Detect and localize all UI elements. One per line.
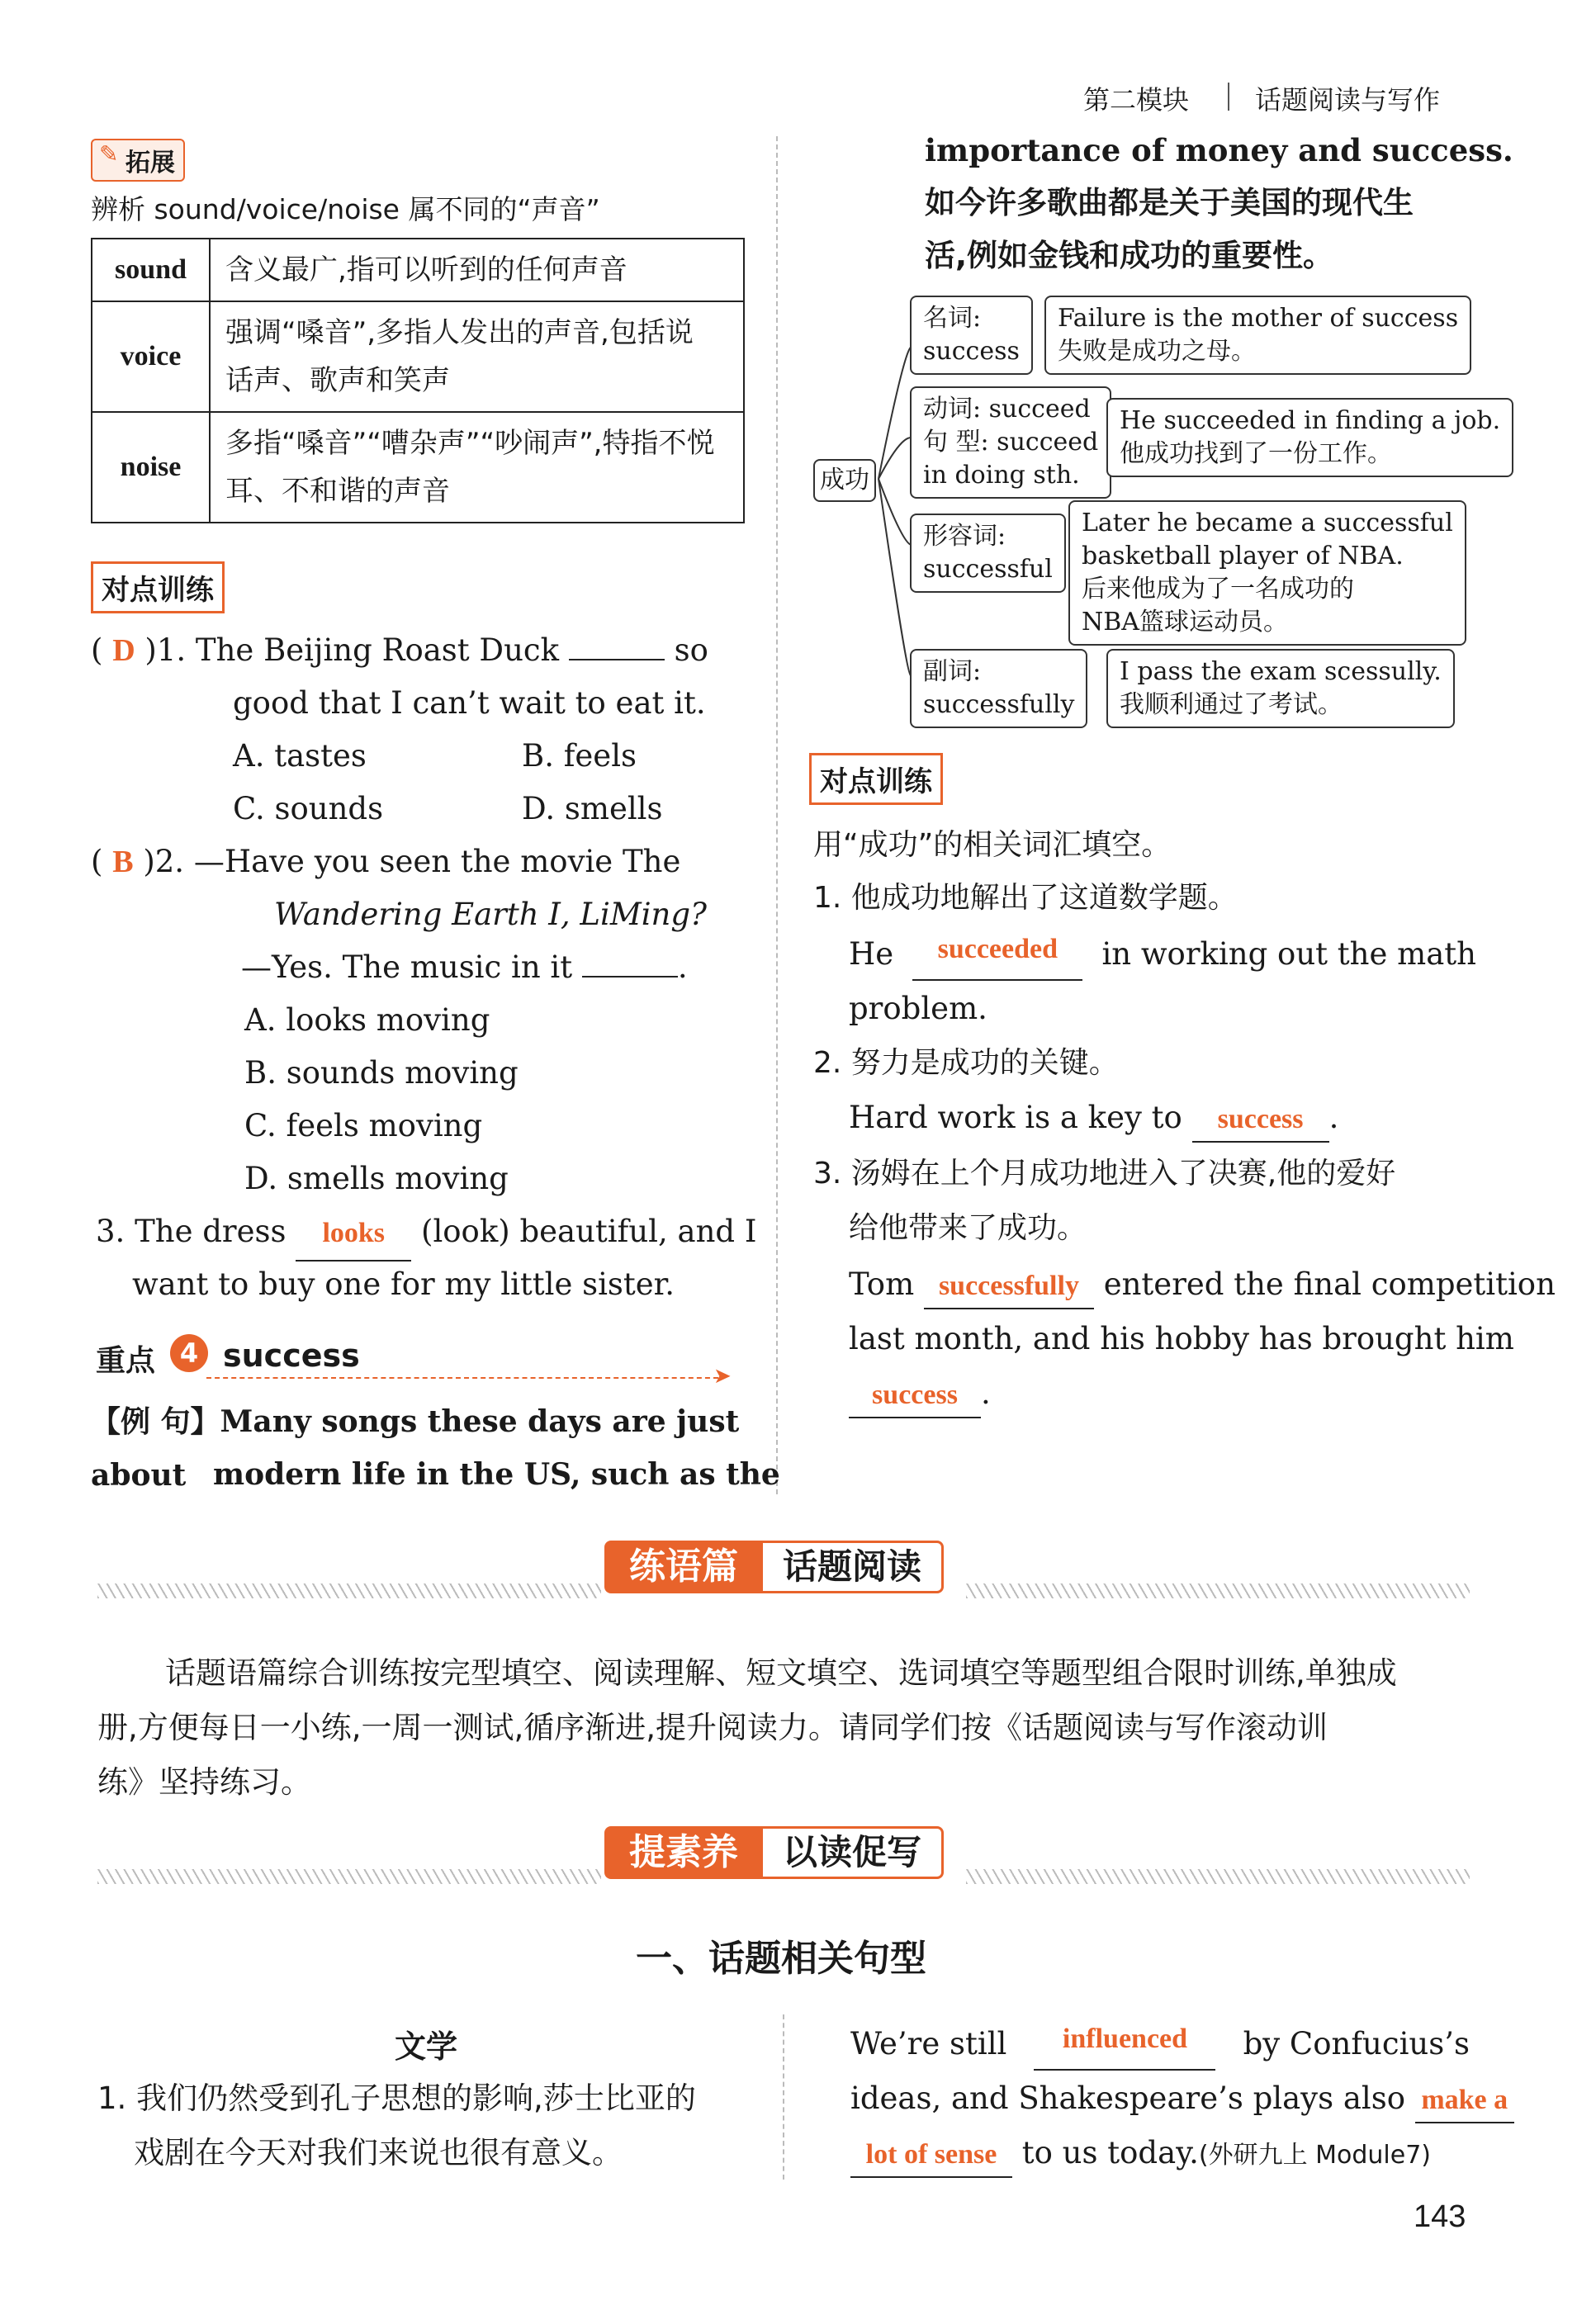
item1-answer[interactable]: succeeded — [912, 928, 1082, 981]
q1-option-b[interactable]: B. feels — [522, 738, 637, 774]
table-word: voice — [92, 301, 210, 412]
question-3: 3. The dress looks (look) beautiful, and I — [96, 1205, 756, 1262]
q3-answer[interactable]: looks — [296, 1207, 411, 1262]
hatch-right-1 — [966, 1583, 1470, 1598]
item3-answer2[interactable]: success — [849, 1374, 981, 1418]
q2-option-b[interactable]: B. sounds moving — [244, 1055, 519, 1091]
q1-answer: D — [112, 633, 135, 668]
q2-option-c[interactable]: C. feels moving — [244, 1108, 483, 1143]
q2-option-d[interactable]: D. smells moving — [244, 1161, 509, 1196]
q1-option-d[interactable]: D. smells — [522, 791, 663, 826]
right-instruction: 用“成功”的相关词汇填空。 — [813, 828, 1172, 862]
table-row — [92, 412, 744, 523]
banner-reading-left: 练语篇 — [604, 1541, 763, 1593]
mindmap-pos-adv: 副词: successfully — [910, 649, 1087, 728]
mindmap-ex-verb: He succeeded in finding a job. 他成功找到了一份工作。 — [1106, 398, 1513, 477]
table-row — [92, 239, 744, 301]
q1-option-c[interactable]: C. sounds — [233, 791, 384, 826]
banner-writing-left: 提素养 — [604, 1826, 763, 1879]
item3-en: Tom successfully entered the final competition — [849, 1258, 1556, 1311]
training-label-left: 对点训练 — [91, 561, 225, 613]
hatch-left-2 — [97, 1869, 601, 1884]
item3-line2: last month, and his hobby has brought him — [849, 1321, 1514, 1356]
pen-icon: ✎ — [99, 140, 119, 168]
q2-blank[interactable] — [582, 976, 678, 977]
question-1: ( D )1. The Beijing Roast Duck so — [91, 632, 708, 668]
example-cn1: 如今许多歌曲都是关于美国的现代生 — [925, 185, 1414, 220]
expand-tag — [91, 139, 185, 182]
q1-option-a[interactable]: A. tastes — [233, 738, 367, 774]
expand-title: 辨析 sound/voice/noise 属不同的“声音” — [91, 193, 600, 225]
item3-cn: 3. 汤姆在上个月成功地进入了决赛,他的爱好 — [813, 1157, 1396, 1191]
example-line3: importance of money and success. — [925, 132, 1513, 168]
example-cn2: 活,例如金钱和成功的重要性。 — [925, 238, 1334, 273]
mindmap-ex-noun: Failure is the mother of success 失败是成功之母。 — [1044, 296, 1471, 375]
mindmap-center: 成功 — [813, 459, 876, 502]
header-section: 话题阅读与写作 — [1255, 84, 1441, 116]
table-row — [92, 301, 744, 412]
example-line2: modern life in the US, such as the — [213, 1457, 780, 1492]
keypoint-word: success — [223, 1337, 360, 1374]
question-2: ( B )2. —Have you seen the movie The — [91, 844, 681, 879]
banner-writing — [604, 1826, 944, 1879]
column-divider-lower — [783, 2014, 784, 2180]
header-divider — [1228, 83, 1229, 111]
table-word: sound — [92, 239, 210, 301]
hatch-left-1 — [97, 1583, 601, 1598]
mindmap-ex-adv: I pass the exam scessully. 我顺利通过了考试。 — [1106, 649, 1455, 728]
keypoint-number: 4 — [170, 1334, 208, 1372]
item1-en: He succeeded in working out the math — [849, 928, 1476, 981]
section-title: 一、话题相关句型 — [636, 1938, 926, 1980]
column-divider — [776, 136, 778, 1494]
q1-blank[interactable] — [569, 659, 665, 660]
item2-en: Hard work is a key to success . — [849, 1091, 1338, 1144]
literature-en2: ideas, and Shakespeare’s plays also make a — [850, 2072, 1514, 2125]
q2-stem-b: Wandering Earth I, LiMing? — [274, 897, 707, 932]
page-number: 143 — [1414, 2199, 1466, 2234]
hatch-right-2 — [966, 1869, 1470, 1884]
banner-reading-right: 话题阅读 — [763, 1541, 944, 1593]
literature-cn1: 1. 我们仍然受到孔子思想的影响,莎士比亚的 — [97, 2080, 696, 2116]
table-meaning: 含义最广,指可以听到的任何声音 — [210, 239, 744, 301]
banner-writing-right: 以读促写 — [763, 1826, 944, 1879]
table-meaning: 强调“嗓音”,多指人发出的声音,包括说 话声、歌声和笑声 — [210, 301, 744, 412]
mindmap-pos-noun: 名词: success — [910, 296, 1033, 375]
literature-en3: lot of sense to us today.(外研九上 Module7) — [850, 2127, 1431, 2182]
keypoint-underline — [206, 1377, 718, 1379]
reading-paragraph: 话题语篇综合训练按完型填空、阅读理解、短文填空、选词填空等题型组合限时训练,单独成 册,方便每日一小练,一周一测试,循序渐进,提升阅读力。请同学们按《话题阅读与写作滚动训 练》坚持练习。 — [97, 1655, 1397, 1800]
literature-en1: We’re still influenced by Confucius’s — [850, 2018, 1470, 2071]
item3-line3: success . — [849, 1367, 991, 1420]
q3-line2: want to buy one for my little sister. — [132, 1266, 675, 1302]
table-word: noise — [92, 412, 210, 523]
item1-tail: problem. — [849, 991, 987, 1026]
mindmap-ex-adj: Later he became a successful basketball player of NBA. 后来他成为了一名成功的 NBA篮球运动员。 — [1068, 500, 1466, 646]
item1-cn: 1. 他成功地解出了这道数学题。 — [813, 881, 1238, 915]
keypoint-label: 重点 — [96, 1344, 156, 1378]
literature-cn2: 戏剧在今天对我们来说也很有意义。 — [134, 2135, 623, 2170]
item3-answer[interactable]: successfully — [924, 1265, 1094, 1309]
example-sentence: 【例 句】Many songs these days are just about — [91, 1404, 740, 1493]
mindmap-pos-adj: 形容词: successful — [910, 514, 1066, 593]
q2-option-a[interactable]: A. looks moving — [244, 1002, 490, 1038]
item3-cn2: 给他带来了成功。 — [849, 1211, 1087, 1245]
banner-reading — [604, 1541, 944, 1593]
item2-answer[interactable]: success — [1192, 1098, 1329, 1143]
mindmap-pos-verb: 动词: succeed 句 型: succeed in doing sth. — [910, 386, 1111, 499]
literature-answer2b[interactable]: lot of sense — [850, 2133, 1012, 2178]
arrow-icon: ➤ — [713, 1364, 732, 1389]
training-label-right: 对点训练 — [809, 753, 943, 805]
expand-tag-label: 拓展 — [126, 149, 175, 178]
item2-cn: 2. 努力是成功的关键。 — [813, 1046, 1119, 1080]
q2-stem-c: —Yes. The music in it . — [241, 949, 688, 985]
q2-answer: B — [112, 845, 134, 879]
literature-answer2a[interactable]: make a — [1415, 2079, 1514, 2123]
q1-stem: good that I can’t wait to eat it. — [233, 685, 706, 721]
sound-voice-noise-table — [91, 238, 745, 523]
table-meaning: 多指“嗓音”“嘈杂声”“吵闹声”,特指不悦 耳、不和谐的声音 — [210, 412, 744, 523]
literature-heading: 文学 — [395, 2028, 458, 2065]
header-module: 第二模块 — [1083, 84, 1190, 116]
literature-answer1[interactable]: influenced — [1034, 2018, 1215, 2071]
